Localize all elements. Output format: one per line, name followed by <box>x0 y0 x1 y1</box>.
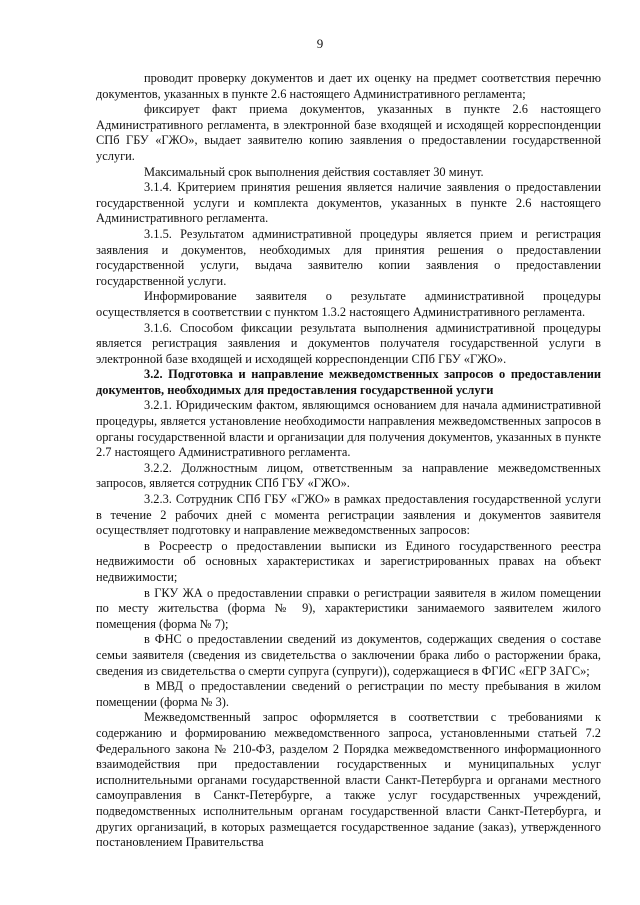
paragraph: 3.1.6. Способом фиксации результата выполнения административной процедуры является регистрация заявления и документов получателя государственной услуги в электронной базе входящей и исходящей корреспонденции СПб ГБУ «ГЖО». <box>96 320 601 366</box>
paragraph: 3.2.2. Должностным лицом, ответственным за направление межведомственных запросов, является сотрудник СПб ГБУ «ГЖО». <box>96 460 601 491</box>
paragraph: Межведомственный запрос оформляется в соответствии с требованиями к содержанию и формированию межведомственного запроса, установленными статьей 7.2 Федерального закона № 210-ФЗ, разделом 2 Порядка межведомственного информационного взаимодействия при предоставлении государственных и муниципальных услуг исполнительными органами государственной власти Санкт-Петербурга и органами местного самоуправления в Санкт-Петербурге, а также услуг государственных учреждений, подведомственных исполнительным органам государственной власти Санкт-Петербурга, и других организаций, в которых размещается государственное задание (заказ), утвержденного постановлением Правительства <box>96 710 601 850</box>
paragraph: проводит проверку документов и дает их оценку на предмет соответствия перечню документов, указанных в пункте 2.6 настоящего Административного регламента; <box>96 71 601 101</box>
paragraph: 3.1.4. Критерием принятия решения является наличие заявления о предоставлении государственной услуги и комплекта документов, указанных в пункте 2.6 настоящего Административного регламента. <box>96 180 601 226</box>
paragraph: Максимальный срок выполнения действия составляет 30 минут. <box>144 164 484 179</box>
list-item: в Росреестр о предоставлении выписки из Единого государственного реестра недвижимости об основных характеристиках и зарегистрированных правах на объект недвижимости; <box>96 538 601 584</box>
paragraph: 3.2.3. Сотрудник СПб ГБУ «ГЖО» в рамках предоставления государственной услуги в течение 2 рабочих дней с момента регистрации заявления и документов заявителя осуществляет подготовку и направление межведомственных запросов: <box>96 492 601 538</box>
list-item: в ФНС о предоставлении сведений из документов, содержащих сведения о составе семьи заявителя (сведения из свидетельства о заключении брака либо о расторжении брака, сведения из свидетельства о смерти супруга (супруги)), содержащиеся в ФГИС «ЕГР ЗАГС»; <box>96 632 601 678</box>
paragraph: 3.1.5. Результатом административной процедуры является прием и регистрация заявления и документов, необходимых для принятия решения о предоставлении государственной услуги, выдача заявителю копии заявления о предоставлении государственной услуги. <box>96 226 601 288</box>
section-heading: 3.2. Подготовка и направление межведомственных запросов о предоставлении документов, необходимых для предоставления государственной услуги <box>96 367 601 397</box>
list-item: в МВД о предоставлении сведений о регистрации по месту пребывания в жилом помещении (форма № 3). <box>96 679 601 709</box>
list-item: в ГКУ ЖА о предоставлении справки о регистрации заявителя в жилом помещении по месту жительства (форма № 9), характеристики занимаемого заявителем жилого помещения (форма № 7); <box>96 585 601 631</box>
paragraph: фиксирует факт приема документов, указанных в пункте 2.6 настоящего Административного регламента, в электронной базе входящей и исходящей корреспонденции СПб ГБУ «ГЖО», выдает заявителю копию заявления о предоставлении государственной услуги. <box>96 102 601 163</box>
page-number: 9 <box>316 36 324 51</box>
paragraph: Информирование заявителя о результате административной процедуры осуществляется в соответствии с пунктом 1.3.2 настоящего Административного регламента. <box>96 289 601 319</box>
document-body <box>96 71 601 851</box>
paragraph: 3.2.1. Юридическим фактом, являющимся основанием для начала административной процедуры, является установление необходимости направления межведомственных запросов в органы государственной власти и организации для получения документов, указанных в пункте 2.7 настоящего Административного регламента. <box>96 398 601 460</box>
